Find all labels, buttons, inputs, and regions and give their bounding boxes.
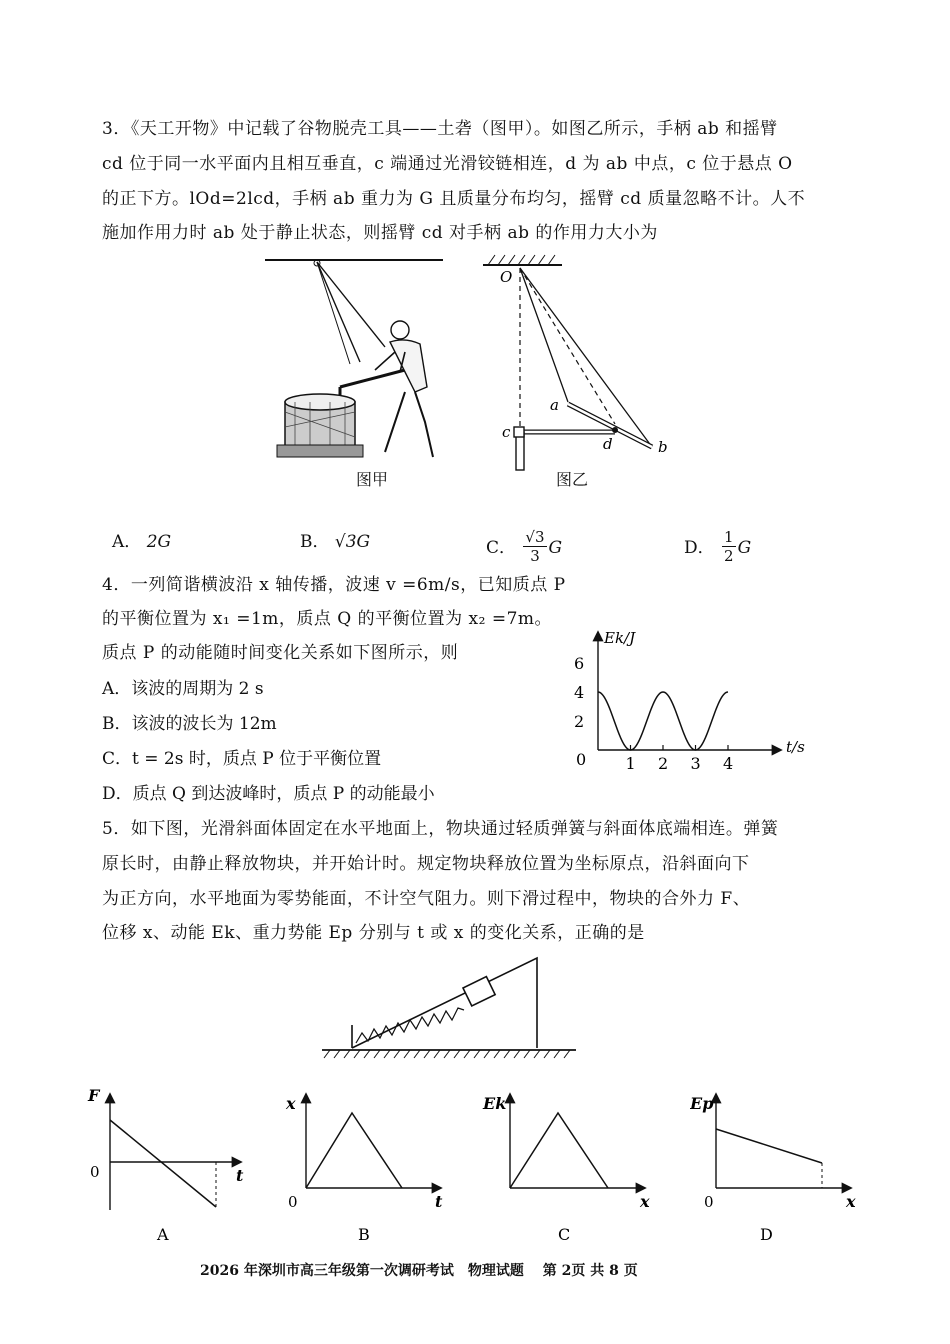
label-b: b — [658, 438, 668, 456]
page-footer: 2026 年深圳市高三年级第一次调研考试 物理试题 第 2页 共 8 页 — [200, 1263, 638, 1279]
graph-d-origin: 0 — [704, 1193, 714, 1211]
q3-option-b-label: B． — [300, 532, 330, 552]
graph-b-ylabel: x — [286, 1094, 296, 1113]
graph-d-ylabel: Ep — [690, 1094, 714, 1113]
q3-option-c-suffix: G — [548, 538, 563, 558]
graph-b-origin: 0 — [288, 1193, 298, 1211]
ek-curve-line — [598, 692, 728, 750]
graph-d-letter: D — [760, 1225, 773, 1240]
ek-chart-xlabel: t/s — [786, 738, 805, 756]
label-c: c — [502, 423, 511, 441]
graph-a-letter: A — [157, 1225, 169, 1240]
q3-line-4: 施加作用力时 ab 处于静止状态，则摇臂 cd 对手柄 ab 的作用力大小为 — [102, 223, 658, 243]
ek-chart-ytick-label: 2 — [574, 712, 585, 731]
ek-time-chart — [568, 625, 818, 775]
q5-line-1: 5．如下图，光滑斜面体固定在水平地面上，物块通过轻质弹簧与斜面体底端相连。弹簧 — [102, 819, 779, 839]
ek-chart-ytick-label: 4 — [574, 683, 585, 702]
ek-chart-ylabel: Ek/J — [604, 629, 636, 647]
q4-option-d[interactable]: D．质点 Q 到达波峰时，质点 P 的动能最小 — [102, 784, 435, 804]
graph-c-ylabel: Ek — [483, 1094, 507, 1113]
q3-line-1: 3．《天工开物》中记载了谷物脱壳工具——土砻（图甲）。如图乙所示，手柄 ab 和摇臂 — [102, 119, 778, 139]
graph-c-xlabel: x — [640, 1192, 650, 1211]
graph-b-xlabel: t — [435, 1192, 443, 1211]
ek-chart-xtick-label: 2 — [658, 754, 669, 773]
q3-option-d-label: D． — [684, 538, 715, 558]
figure-yi-caption: 图乙 — [556, 470, 589, 489]
graph-d-potential-energy-displacement — [690, 1085, 865, 1240]
figure-jia-caption: 图甲 — [356, 470, 389, 489]
graph-a-origin: 0 — [90, 1163, 100, 1181]
graph-b-letter: B — [358, 1225, 370, 1240]
q4-line-3: 质点 P 的动能随时间变化关系如下图所示，则 — [102, 643, 459, 663]
q3-option-c-label: C． — [486, 538, 517, 558]
q3-option-c-denominator: 3 — [530, 547, 540, 565]
ek-chart-ytick-label: 6 — [574, 654, 585, 673]
graph-c-kinetic-energy-displacement — [480, 1085, 655, 1240]
q3-option-c[interactable] — [486, 530, 562, 567]
ek-chart-origin: 0 — [576, 750, 587, 769]
graph-b-displacement-time — [280, 1085, 450, 1240]
figure-jia-illustration — [255, 252, 455, 467]
q5-line-2: 原长时，由静止释放物块，并开始计时。规定物块释放位置为坐标原点，沿斜面向下 — [102, 854, 750, 874]
q3-line-3: 的正下方。lOd=2lcd，手柄 ab 重力为 G 且质量分布均匀，摇臂 cd 质量忽略不计。人不 — [102, 189, 806, 209]
q3-option-c-numerator: √3 — [525, 528, 545, 546]
q3-option-d-suffix: G — [737, 538, 752, 558]
q3-option-a-label: A． — [112, 532, 142, 552]
q4-line-2: 的平衡位置为 x₁ =1m，质点 Q 的平衡位置为 x₂ =7m。 — [102, 609, 553, 629]
graph-a-ylabel: F — [88, 1086, 100, 1105]
q4-line-1: 4．一列简谐横波沿 x 轴传播，波速 v =6m/s，已知质点 P — [102, 575, 566, 595]
graph-a-xlabel: t — [236, 1166, 244, 1185]
ek-chart-xtick-label: 4 — [723, 754, 734, 773]
q4-option-a[interactable]: A．该波的周期为 2 s — [102, 679, 264, 699]
q5-line-3: 为正方向，水平地面为零势能面，不计空气阻力。则下滑过程中，物块的合外力 F、 — [102, 889, 751, 909]
incline-spring-figure — [320, 955, 580, 1060]
ek-chart-xtick-label: 3 — [690, 754, 701, 773]
graph-c-letter: C — [558, 1225, 571, 1240]
q3-option-d-denominator: 2 — [724, 547, 734, 565]
graph-d-xlabel: x — [846, 1192, 856, 1211]
label-a: a — [550, 396, 559, 414]
q3-line-2: cd 位于同一水平面内且相互垂直，c 端通过光滑铰链相连，d 为 ab 中点，c 位于悬点 O — [102, 154, 793, 174]
label-O: O — [500, 268, 513, 286]
q4-option-c[interactable]: C．t = 2s 时，质点 P 位于平衡位置 — [102, 749, 382, 769]
graph-a-force-time — [80, 1085, 250, 1240]
ek-chart-xtick-label: 1 — [625, 754, 636, 773]
q5-line-4: 位移 x、动能 Ek、重力势能 Ep 分别与 t 或 x 的变化关系，正确的是 — [102, 923, 645, 943]
q3-option-a-value: 2G — [146, 532, 172, 552]
q3-option-b[interactable] — [300, 530, 370, 554]
q3-option-d[interactable] — [684, 530, 751, 567]
q3-option-a[interactable] — [112, 530, 171, 554]
figure-yi-diagram — [480, 252, 690, 472]
label-d: d — [603, 435, 613, 453]
q4-option-b[interactable]: B．该波的波长为 12m — [102, 714, 277, 734]
q3-option-d-numerator: 1 — [724, 528, 734, 546]
q3-option-b-value: √3G — [334, 532, 371, 552]
